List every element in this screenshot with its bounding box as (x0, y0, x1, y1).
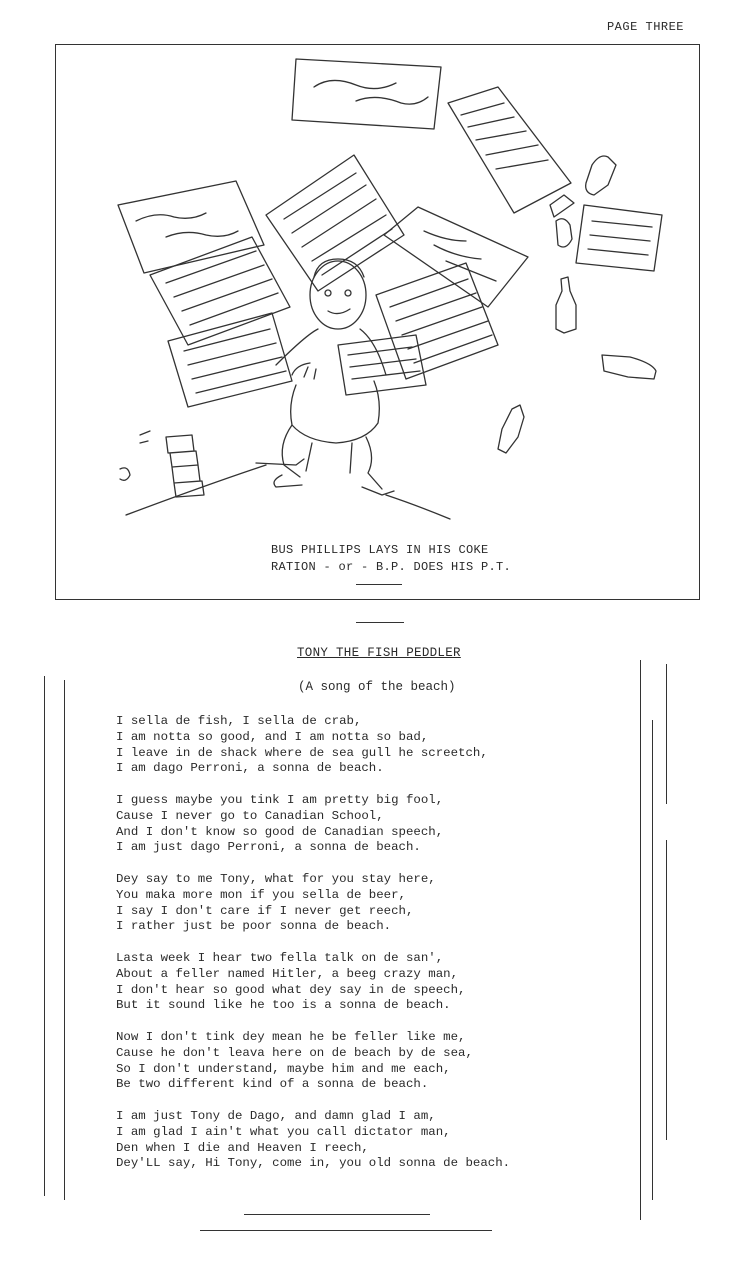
poem-line: I guess maybe you tink I am pretty big fool, (116, 792, 444, 807)
page-label: PAGE THREE (606, 20, 684, 34)
paper-sheet-center (266, 155, 404, 291)
paper-stack-right (338, 263, 498, 395)
poem-line: I am just Tony de Dago, and damn glad I am, (116, 1108, 436, 1123)
right-margin-rule (666, 840, 667, 1140)
paper-sheet-far-right (576, 205, 662, 271)
poem-line: Cause I never go to Canadian School, (116, 808, 384, 823)
poem-line: Den when I die and Heaven I reech, (116, 1140, 369, 1155)
stanza (116, 951, 616, 1014)
coke-bottles (498, 156, 656, 453)
poem-line: Be two different kind of a sonna de beach. (116, 1077, 429, 1092)
right-margin-rule (640, 660, 641, 1220)
left-margin-rule (44, 676, 45, 1196)
cartoon-caption (271, 542, 511, 576)
poem-body (116, 714, 616, 1188)
poem-line: I am dago Perroni, a sonna de beach. (116, 761, 384, 776)
poem-line: I say I don't care if I never get reech, (116, 903, 414, 918)
coca-cola-sign-top (292, 59, 441, 129)
end-rule-long (200, 1230, 492, 1231)
poem-line: I am glad I ain't what you call dictator man, (116, 1124, 451, 1139)
section-divider (356, 622, 404, 623)
poem-line: I am notta so good, and I am notta so bad, (116, 729, 429, 744)
poem-title: TONY THE FISH PEDDLER (297, 646, 461, 660)
poem-line: Dey'LL say, Hi Tony, come in, you old sonna de beach. (116, 1156, 511, 1171)
right-margin-rule (666, 664, 667, 804)
cartoon-frame (55, 44, 700, 600)
poem-line: I leave in de shack where de sea gull he screetch, (116, 745, 488, 760)
right-margin-rule (652, 720, 653, 1200)
poem-line: So I don't understand, maybe him and me each, (116, 1061, 451, 1076)
poem-line: I sella de fish, I sella de crab, (116, 714, 362, 728)
poem-line: And I don't know so good de Canadian speech, (116, 824, 444, 839)
paper-stack-left (150, 237, 292, 407)
caption-line-2: RATION - or - B.P. DOES HIS P.T. (271, 560, 512, 574)
caption-line-1: BUS PHILLIPS LAYS IN HIS COKE (271, 543, 489, 557)
poem-line: Dey say to me Tony, what for you stay here, (116, 871, 436, 886)
left-margin-rule (64, 680, 65, 1200)
poem-line: About a feller named Hitler, a beeg crazy man, (116, 966, 459, 981)
poem-line: I am just dago Perroni, a sonna de beach. (116, 840, 421, 855)
poem-line: I don't hear so good what dey say in de speech, (116, 982, 466, 997)
caption-underline (356, 584, 402, 585)
paper-sheet-top-right (448, 87, 571, 213)
cartoon-illustration (56, 45, 701, 601)
poem-subtitle: (A song of the beach) (298, 680, 456, 694)
end-rule-short (244, 1214, 430, 1215)
crate-stack (120, 431, 204, 497)
paper-sheet-right-center (384, 207, 528, 307)
stanza (116, 872, 616, 935)
poem-line: You maka more mon if you sella de beer, (116, 887, 406, 902)
stanza (116, 714, 616, 777)
stanza (116, 1109, 616, 1172)
poem-line: Now I don't tink dey mean he be feller like me, (116, 1029, 466, 1044)
poem-line: But it sound like he too is a sonna de beach. (116, 998, 451, 1013)
poem-line: Lasta week I hear two fella talk on de san', (116, 950, 444, 965)
poem-line: Cause he don't leava here on de beach by de sea, (116, 1045, 473, 1060)
stanza (116, 793, 616, 856)
poem-line: I rather just be poor sonna de beach. (116, 919, 392, 934)
stanza (116, 1030, 616, 1093)
